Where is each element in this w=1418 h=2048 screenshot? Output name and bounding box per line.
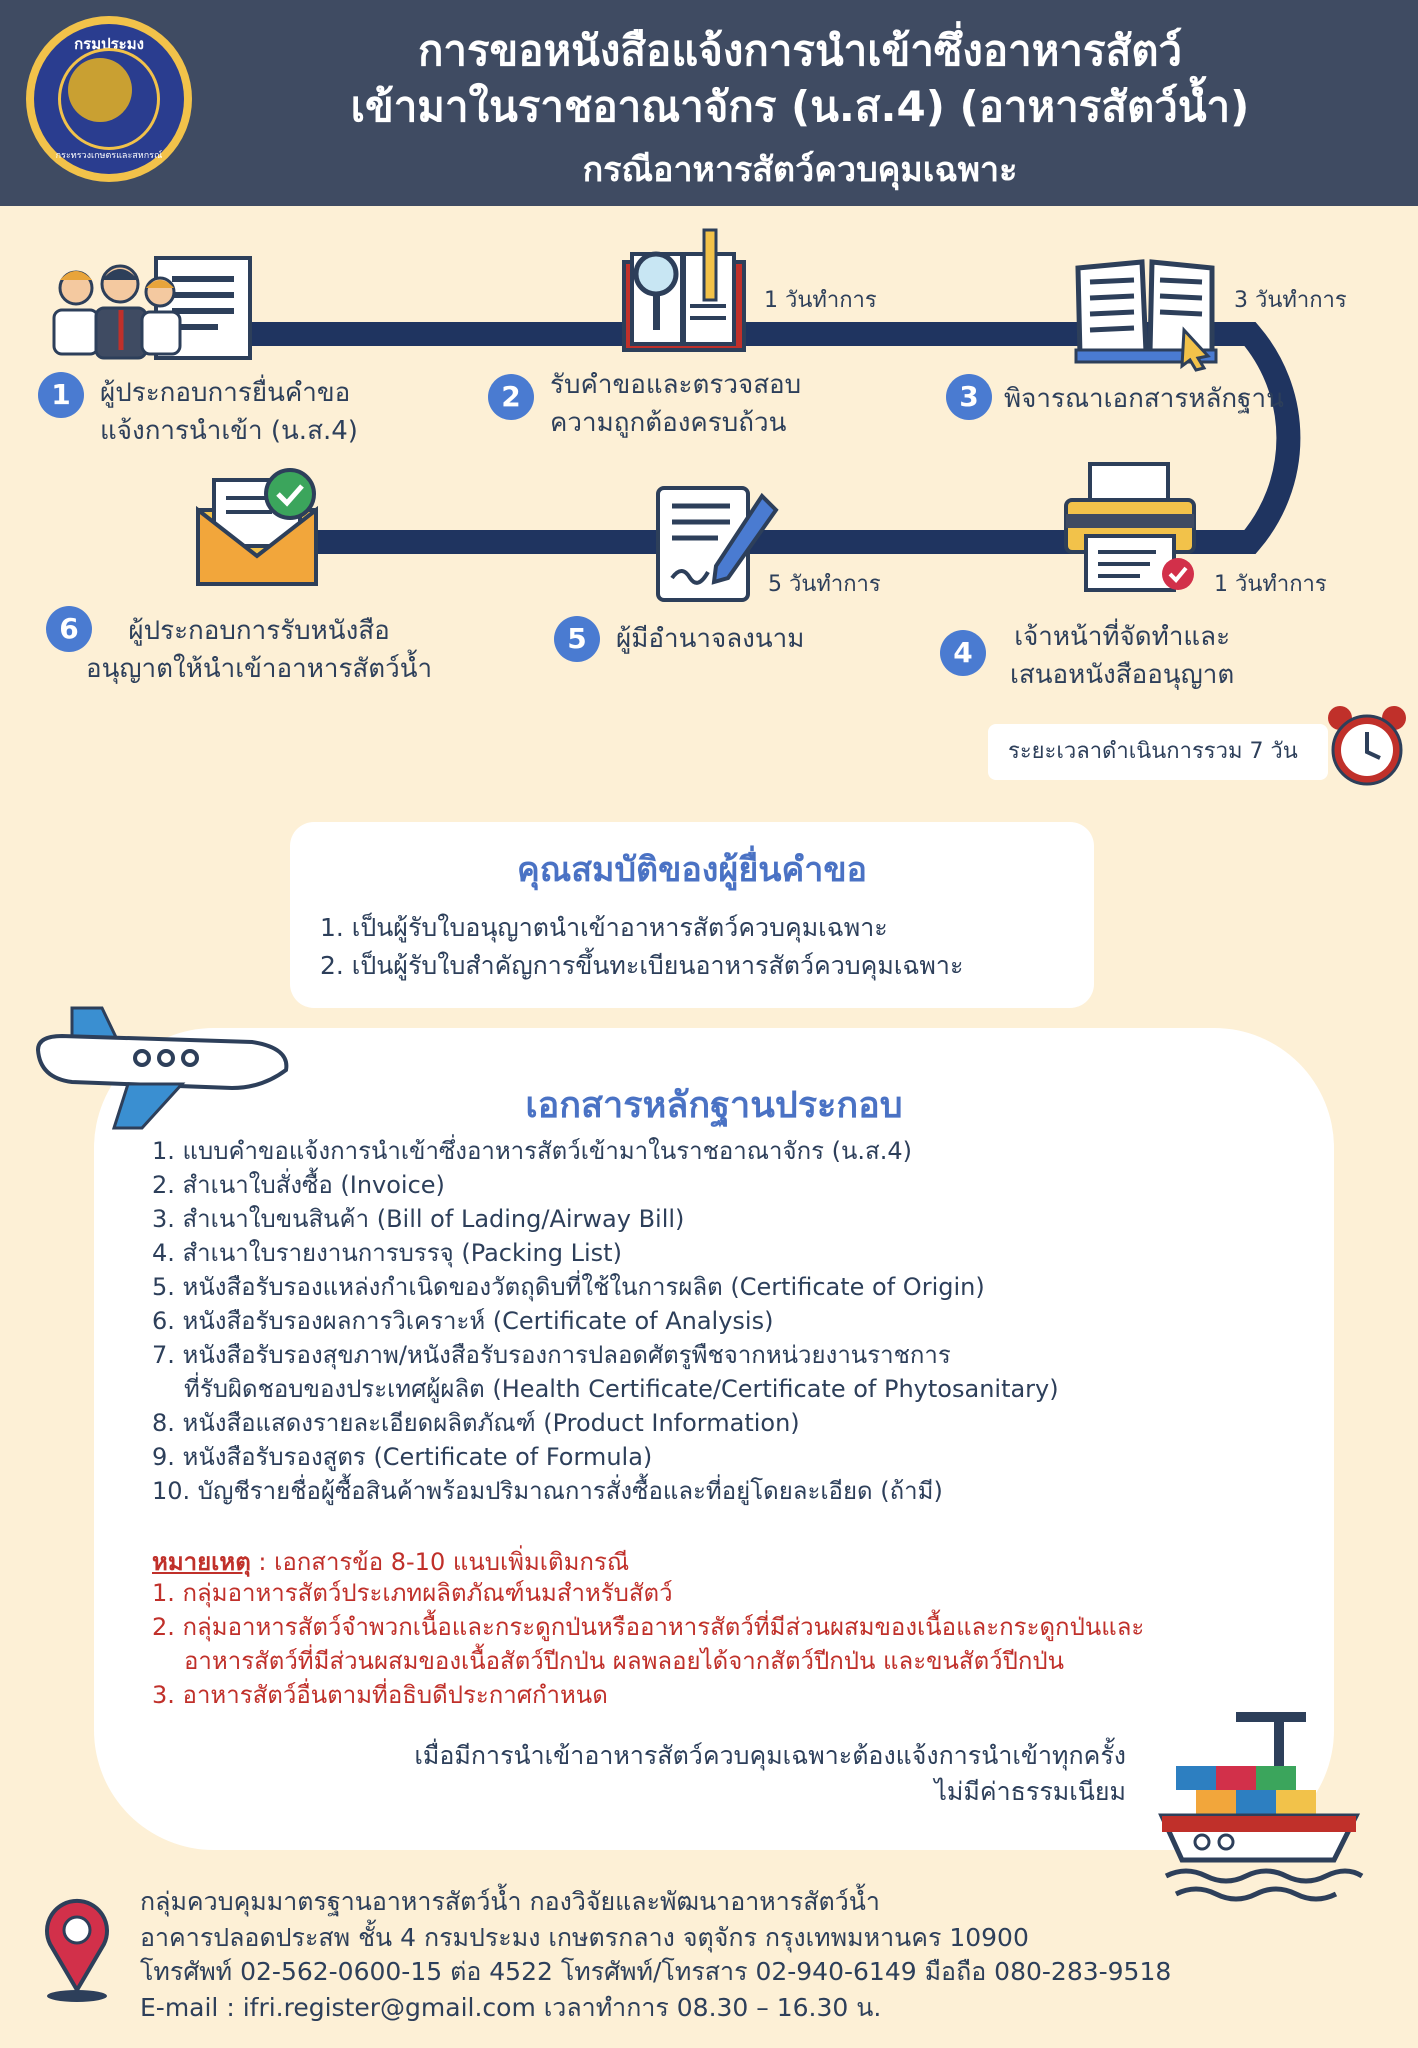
document-item: 1. แบบคำขอแจ้งการนำเข้าซึ่งอาหารสัตว์เข้ามาในราชอาณาจักร (น.ส.4) (152, 1137, 912, 1165)
note-heading: หมายเหตุ : เอกสารข้อ 8-10 แนบเพิ่มเติมกรณี (152, 1548, 630, 1576)
sign-document-icon (652, 482, 782, 606)
logo-top-text: กรมประมง (74, 35, 144, 53)
note-item: 1. กลุ่มอาหารสัตว์ประเภทผลิตภัณฑ์นมสำหรับสัตว์ (152, 1579, 673, 1607)
step-2-label: รับคำขอและตรวจสอบ ความถูกต้องครบถ้วน (550, 370, 802, 438)
footer-line-3: โทรศัพท์ 02-562-0600-15 ต่อ 4522 โทรศัพท์/โทรสาร 02-940-6149 มือถือ 080-283-9518 (140, 1957, 1172, 1986)
document-item: 7. หนังสือรับรองสุขภาพ/หนังสือรับรองการปลอดศัตรูพืชจากหน่วยงานราชการ (152, 1341, 951, 1369)
open-book-icon (1072, 252, 1226, 372)
step-5-days: 5 วันทำการ (768, 572, 881, 597)
closing-line-1: เมื่อมีการนำเข้าอาหารสัตว์ควบคุมเฉพาะต้องแจ้งการนำเข้าทุกครั้ง (414, 1741, 1126, 1770)
step-6-badge: 6 (46, 606, 92, 652)
document-item: 6. หนังสือรับรองผลการวิเคราะห์ (Certificate of Analysis) (152, 1307, 774, 1335)
airplane-icon (32, 1000, 294, 1134)
step-2-badge: 2 (488, 374, 534, 420)
step-2-days: 1 วันทำการ (764, 288, 877, 313)
printer-icon (1060, 460, 1200, 594)
qualifications-title: คุณสมบัติของผู้ยื่นคำขอ (517, 850, 867, 890)
logo-bottom-text: กระทรวงเกษตรและสหกรณ์ (55, 151, 163, 161)
document-item: 4. สำเนาใบรายงานการบรรจุ (Packing List) (152, 1239, 622, 1267)
page-title-line2: เข้ามาในราชอาณาจักร (น.ส.4) (อาหารสัตว์น้ำ) (350, 82, 1250, 131)
footer-line-1: กลุ่มควบคุมมาตรฐานอาหารสัตว์น้ำ กองวิจัยและพัฒนาอาหารสัตว์น้ำ (140, 1887, 880, 1916)
envelope-check-icon (192, 466, 322, 590)
step-4-days: 1 วันทำการ (1214, 572, 1327, 597)
document-item: 8. หนังสือแสดงรายละเอียดผลิตภัณฑ์ (Product Information) (152, 1409, 800, 1437)
location-pin-icon (40, 1894, 114, 2004)
document-item: ที่รับผิดชอบของประเทศผู้ผลิต (Health Certificate/Certificate of Phytosanitary) (184, 1375, 1059, 1403)
closing-line-2: ไม่มีค่าธรรมเนียม (934, 1777, 1126, 1806)
alarm-clock-icon (1324, 702, 1410, 788)
note-item: 3. อาหารสัตว์อื่นตามที่อธิบดีประกาศกำหนด (152, 1681, 608, 1709)
document-item: 9. หนังสือรับรองสูตร (Certificate of Formula) (152, 1443, 653, 1471)
step-3-badge: 3 (946, 374, 992, 420)
qualifications-card (290, 822, 1094, 1008)
cargo-ship-icon (1156, 1706, 1368, 1902)
people-documents-icon (48, 250, 264, 366)
page-subtitle: กรณีอาหารสัตว์ควบคุมเฉพาะ (582, 150, 1018, 190)
step-6-label: ผู้ประกอบการรับหนังสือ อนุญาตให้นำเข้าอาหารสัตว์น้ำ (86, 616, 433, 684)
qualification-item: 1. เป็นผู้รับใบอนุญาตนำเข้าอาหารสัตว์ควบคุมเฉพาะ (320, 913, 888, 942)
document-item: 3. สำเนาใบขนสินค้า (Bill of Lading/Airway Bill) (152, 1205, 685, 1233)
step-3-label: พิจารณาเอกสารหลักฐาน (1004, 384, 1284, 414)
note-item: อาหารสัตว์ที่มีส่วนผสมของเนื้อสัตว์ปีกป่น ผลพลอยได้จากสัตว์ปีกป่น และขนสัตว์ปีกป่น (184, 1647, 1065, 1675)
footer-line-2: อาคารปลอดประสพ ชั้น 4 กรมประมง เกษตรกลาง จตุจักร กรุงเทพมหานคร 10900 (140, 1923, 1029, 1952)
document-item: 2. สำเนาใบสั่งซื้อ (Invoice) (152, 1171, 445, 1199)
footer-email-hours: E-mail : ifri.register@gmail.com เวลาทำการ 08.30 – 16.30 น. (140, 1993, 882, 2022)
step-4-label: เจ้าหน้าที่จัดทำและ เสนอหนังสืออนุญาต (1010, 622, 1235, 690)
step-1-label: ผู้ประกอบการยื่นคำขอ แจ้งการนำเข้า (น.ส.4) (100, 378, 358, 446)
note-item: 2. กลุ่มอาหารสัตว์จำพวกเนื้อและกระดูกป่นหรืออาหารสัตว์ที่มีส่วนผสมของเนื้อและกระดูกป่นและ (152, 1613, 1145, 1641)
step-1-badge: 1 (38, 372, 84, 418)
step-5-badge: 5 (554, 616, 600, 662)
documents-title: เอกสารหลักฐานประกอบ (525, 1085, 903, 1126)
page-title-line1: การขอหนังสือแจ้งการนำเข้าซึ่งอาหารสัตว์ (417, 26, 1183, 75)
step-5-label: ผู้มีอำนาจลงนาม (616, 624, 805, 654)
documents-card (94, 1028, 1334, 1850)
total-time-box: ระยะเวลาดำเนินการรวม 7 วัน (988, 724, 1328, 780)
step-3-days: 3 วันทำการ (1234, 288, 1347, 313)
header-banner (0, 0, 1418, 206)
qualification-item: 2. เป็นผู้รับใบสำคัญการขึ้นทะเบียนอาหารสัตว์ควบคุมเฉพาะ (320, 951, 964, 980)
document-item: 10. บัญชีรายชื่อผู้ซื้อสินค้าพร้อมปริมาณการสั่งซื้อและที่อยู่โดยละเอียด (ถ้ามี) (152, 1477, 943, 1505)
department-logo (26, 16, 192, 182)
step-4-badge: 4 (940, 630, 986, 676)
document-item: 5. หนังสือรับรองแหล่งกำเนิดของวัตถุดิบที่ใช้ในการผลิต (Certificate of Origin) (152, 1273, 985, 1301)
magnifier-book-icon (618, 226, 750, 358)
seal-icon (68, 58, 132, 122)
